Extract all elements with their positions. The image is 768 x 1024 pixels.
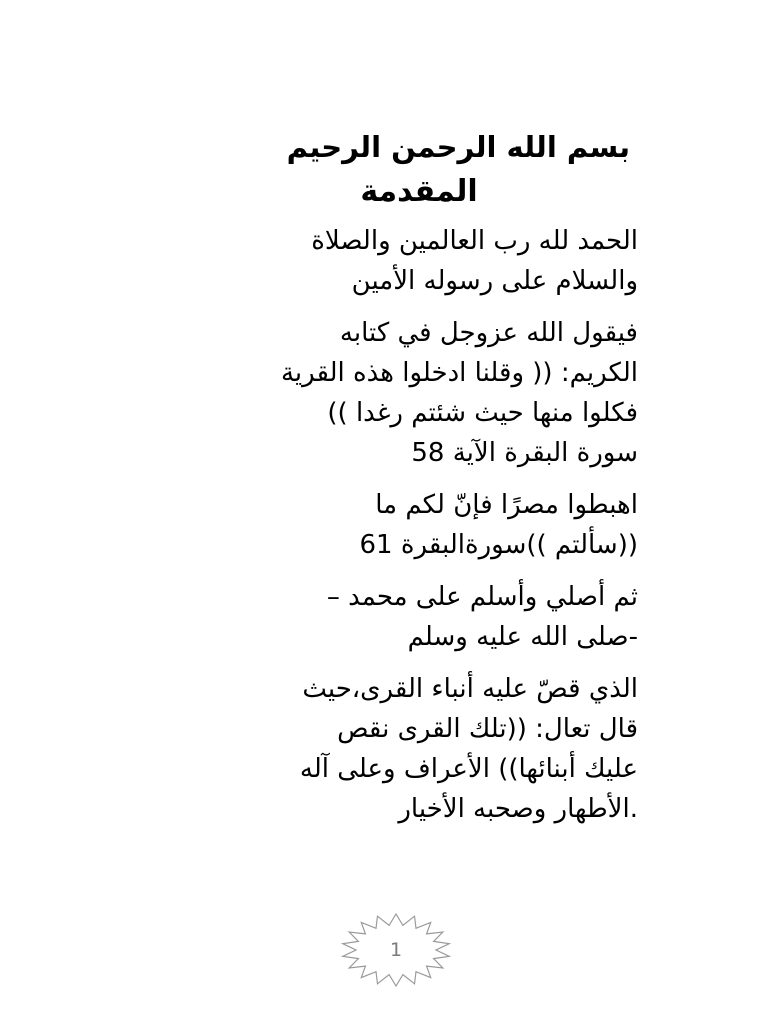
page-content: [190, 125, 638, 841]
page-number-badge: [340, 912, 452, 988]
paragraph-quran-quote-2: اهبطوا مصرًا فإنّ لكم ما ((سألتم ))سورةالبقرة 61: [359, 490, 638, 560]
paragraph-quran-quote: فيقول الله عزوجل في كتابه الكريم: (( وقلنا ادخلوا هذه القرية فكلوا منها حيث شئتم رغدا )) سورة البقرة الآية 58: [280, 318, 638, 468]
paragraph-closing: الذي قصّ عليه أنباء القرى،حيث قال تعال: ((تلك القرى نقص عليك أبنائها)) الأعراف وعلى آله .الأطهار وصحبه الأخيار: [299, 674, 638, 824]
page-number: 1: [389, 939, 403, 961]
paragraph-salutation: ثم أصلي وأسلم على محمد – -صلى الله عليه وسلم: [326, 582, 638, 652]
basmala-heading: بسم الله الرحمن الرحيم: [286, 130, 630, 164]
page-title: المقدمة: [360, 174, 478, 209]
paragraph-praise: الحمد لله رب العالمين والصلاة والسلام على رسوله الأمين: [311, 226, 638, 296]
